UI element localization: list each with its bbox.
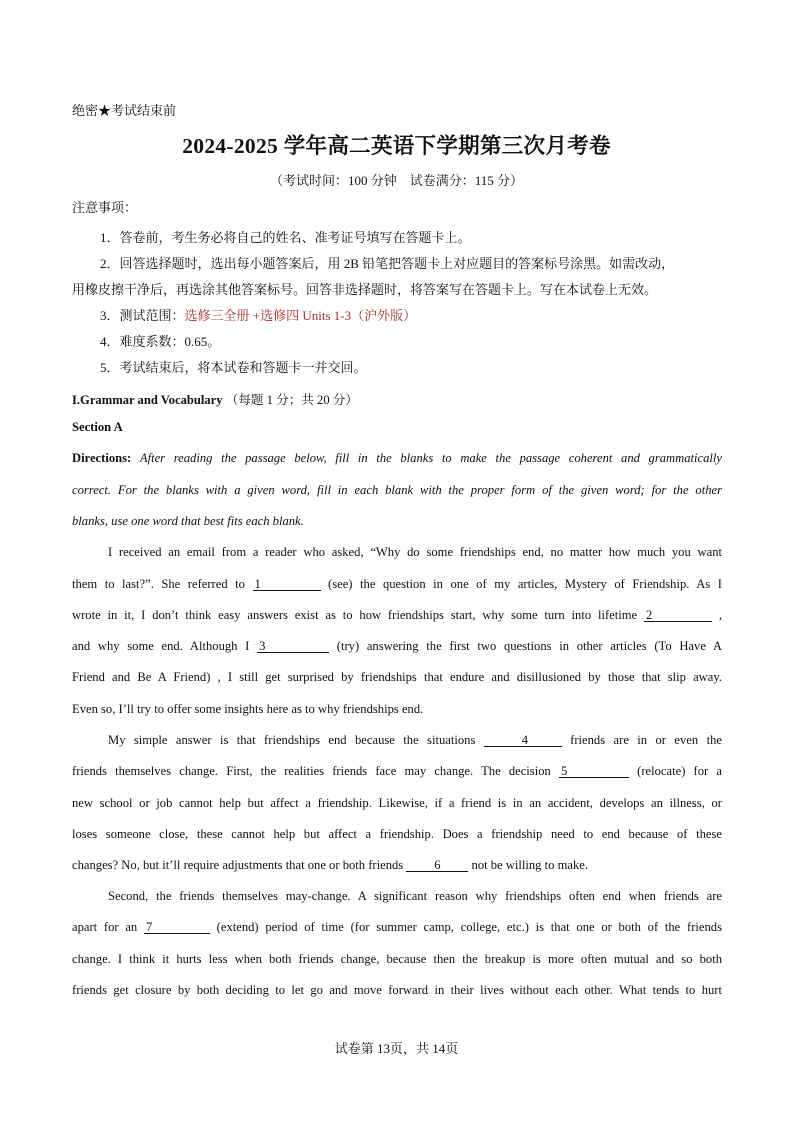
passage-line-11 (72, 858, 722, 873)
section-a-heading: Section A (72, 420, 123, 434)
passage-line-9: new school or job cannot help but affect a friendship. Likewise, if a friend is in an accident, develops an illness, or (72, 796, 722, 810)
passage-line-10: loses someone close, these cannot help but affect a friendship. Does a friendship need to end because of these (72, 827, 722, 841)
blank-6[interactable]: 6 (406, 859, 468, 872)
notice-item-3-range: 选修三全册 +选修四 Units 1-3 (184, 308, 352, 323)
notice-item-2b: 用橡皮擦干净后，再选涂其他答案标号。回答非选择题时，将答案写在答题卡上。写在本试卷上无效。 (72, 282, 658, 297)
blank-1[interactable]: 1 (253, 578, 321, 591)
passage-text: them to last?”. She referred to (72, 577, 245, 591)
blank-4[interactable]: 4 (484, 734, 562, 747)
passage-text: , (718, 608, 723, 622)
notice-item-4: 4．难度系数：0.65。 (100, 334, 221, 349)
passage-text: changes? No, but it’ll require adjustments that one or both friends (72, 858, 404, 872)
exam-title: 2024-2025 学年高二英语下学期第三次月考卷 (182, 134, 611, 158)
notice-heading: 注意事项： (72, 200, 138, 215)
exam-subtitle: （考试时间：100 分钟 试卷满分：115 分） (269, 173, 524, 188)
passage-text: friends themselves change. First, the realities friends face may change. The decision (72, 764, 551, 778)
directions-line-3: blanks, use one word that best fits each blank. (72, 514, 304, 528)
passage-line-6: Even so, I’ll try to offer some insights here as to why friendships end. (72, 702, 424, 716)
blank-5[interactable]: 5 (559, 765, 629, 778)
passage-line-3 (72, 608, 722, 623)
part-heading (72, 389, 722, 408)
passage-text: (try) answering the first two questions in other articles (To Have A (336, 639, 723, 653)
passage-line-8 (72, 764, 722, 779)
blank-2[interactable]: 2 (644, 609, 712, 622)
notice-item-3-prefix: 3．测试范围： (100, 308, 185, 323)
notice-item-3 (100, 305, 722, 324)
passage-line-7 (72, 733, 722, 748)
passage-text: (relocate) for a (637, 764, 722, 778)
notice-item-3-suffix: （沪外版） (351, 308, 417, 323)
passage-line-2 (72, 577, 722, 592)
passage-text: (extend) period of time (for summer camp, college, etc.) is that one or both of the friends (216, 920, 722, 934)
passage-line-15: friends get closure by both deciding to let go and move forward in their lives without each other. What tends to hurt (72, 983, 722, 997)
passage-text: (see) the question in one of my articles, Mystery of Friendship. As I (328, 577, 722, 591)
passage-line-4 (72, 639, 722, 654)
passage-text: and why some end. Although I (72, 639, 250, 653)
blank-7[interactable]: 7 (144, 921, 210, 934)
notice-item-2a: 2．回答选择题时，选出每小题答案后，用 2B 铅笔把答题卡上对应题目的答案标号涂黑。如需改动， (100, 256, 675, 271)
part-title: I.Grammar and Vocabulary (72, 393, 223, 407)
directions-line-1 (72, 451, 722, 466)
passage-text: wrote in it, I don’t think easy answers exist as to how friendships start, why some turn into lifetime (72, 608, 638, 622)
directions-text-1: After reading the passage below, fill in the blanks to make the passage coherent and grammatically (139, 451, 723, 465)
passage-text: My simple answer is that friendships end because the situations (108, 733, 476, 747)
passage-line-1: I received an email from a reader who asked, “Why do some friendships end, no matter how much you want (108, 545, 722, 559)
blank-3[interactable]: 3 (257, 640, 329, 653)
passage-line-13 (72, 920, 722, 935)
directions-label: Directions: (72, 451, 132, 465)
part-score: （每题 1 分；共 20 分） (225, 393, 358, 407)
passage-line-14: change. I think it hurts less when both friends change, because then the breakup is more often mutual and so both (72, 952, 722, 966)
page-footer: 试卷第 13页，共 14页 (334, 1041, 459, 1056)
notice-item-1: 1．答卷前，考生务必将自己的姓名、准考证号填写在答题卡上。 (100, 230, 471, 245)
passage-line-5: Friend and Be A Friend) , I still get surprised by friendships that endure and disillusioned by those that slip away. (72, 670, 722, 684)
notice-item-5: 5．考试结束后，将本试卷和答题卡一并交回。 (100, 360, 367, 375)
directions-line-2: correct. For the blanks with a given word, fill in each blank with the proper form of the given word; for the other (72, 483, 722, 497)
passage-text: not be willing to make. (471, 858, 588, 872)
passage-line-12: Second, the friends themselves may-change. A significant reason why friendships often end when friends are (108, 889, 722, 903)
secret-label: 绝密★考试结束前 (72, 103, 177, 118)
passage-text: apart for an (72, 920, 138, 934)
passage-text: friends are in or even the (570, 733, 722, 747)
